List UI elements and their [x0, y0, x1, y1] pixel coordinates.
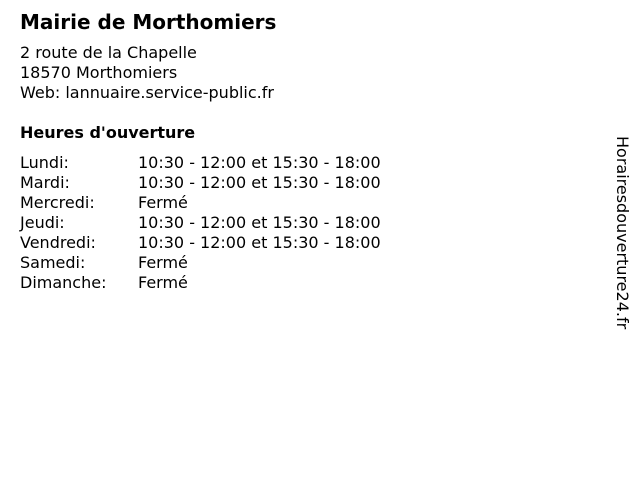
address-block [20, 43, 274, 103]
address-street: 2 route de la Chapelle [20, 43, 197, 62]
day-hours: 10:30 - 12:00 et 15:30 - 18:00 [138, 213, 381, 232]
day-label: Dimanche: [20, 273, 107, 292]
day-label: Mardi: [20, 173, 70, 192]
address-city: 18570 Morthomiers [20, 63, 178, 82]
day-hours: Fermé [138, 193, 188, 212]
day-label: Jeudi: [20, 213, 65, 232]
address-web: Web: lannuaire.service-public.fr [20, 83, 274, 102]
day-hours: Fermé [138, 253, 188, 272]
day-label: Vendredi: [20, 233, 96, 252]
day-label: Samedi: [20, 253, 86, 272]
day-label: Mercredi: [20, 193, 95, 212]
day-hours: 10:30 - 12:00 et 15:30 - 18:00 [138, 233, 381, 252]
side-brand-watermark: Horairesdouverture24.fr [613, 136, 632, 330]
day-hours: 10:30 - 12:00 et 15:30 - 18:00 [138, 153, 381, 172]
page-title: Mairie de Morthomiers [20, 10, 277, 34]
day-label: Lundi: [20, 153, 69, 172]
hours-heading: Heures d'ouverture [20, 123, 196, 142]
day-hours: Fermé [138, 273, 188, 292]
day-hours: 10:30 - 12:00 et 15:30 - 18:00 [138, 173, 381, 192]
